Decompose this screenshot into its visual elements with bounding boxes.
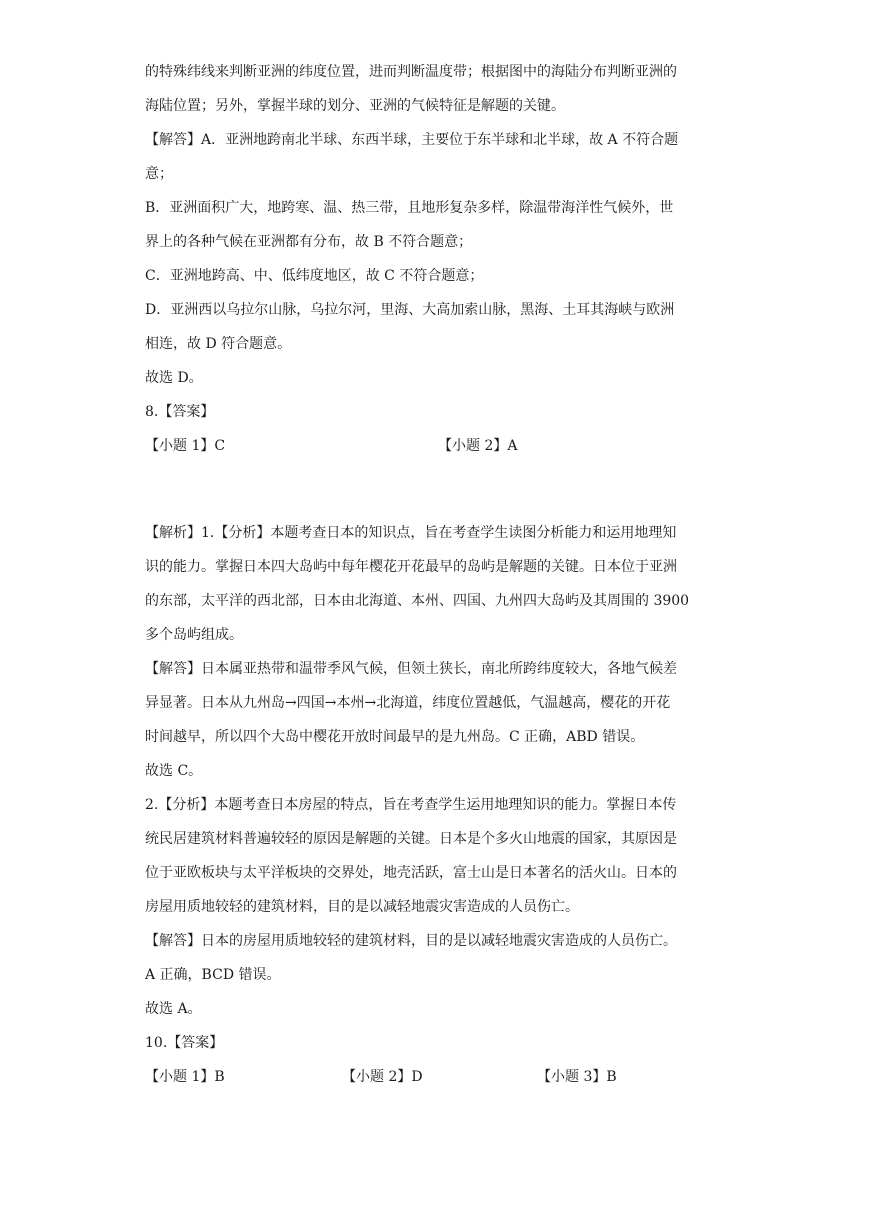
text-line: 故选 A。 (145, 1001, 202, 1017)
text-line: 【解答】日本的房屋用质地较轻的建筑材料，目的是以减轻地震灾害造成的人员伤亡。 (145, 933, 677, 949)
text-line: 位于亚欧板块与太平洋板块的交界处，地壳活跃，富士山是日本著名的活火山。日本的 (145, 865, 677, 881)
text-line: 界上的各种气候在亚洲都有分布，故 B 不符合题意； (145, 234, 473, 250)
text-line: 时间越早，所以四个大岛中樱花开放时间最早的是九州岛。C 正确，ABD 错误。 (145, 729, 645, 745)
q10-answers-row (145, 1067, 730, 1087)
text-line: 的东部，太平洋的西北部，日本由北海道、本州、四国、九州四大岛屿及其周围的 3900 (145, 593, 690, 609)
text-line: D．亚洲西以乌拉尔山脉，乌拉尔河，里海、大高加索山脉，黑海、土耳其海峡与欧洲 (145, 302, 675, 318)
text-line: 海陆位置；另外，掌握半球的划分、亚洲的气候特征是解题的关键。 (145, 98, 565, 114)
q8-analysis-block (145, 523, 730, 1019)
text-line: 【解析】1.【分析】本题考查日本的知识点，旨在考查学生读图分析能力和运用地理知 (145, 525, 677, 541)
q10-sub2-answer: 【小题 2】D (342, 1069, 423, 1085)
text-line: A 正确，BCD 错误。 (145, 967, 281, 983)
document-page (145, 62, 730, 1087)
spacer (145, 456, 730, 523)
q8-sub2-answer: 【小题 2】A (438, 438, 518, 454)
text-line: B．亚洲面积广大，地跨寒、温、热三带，且地形复杂多样，除温带海洋性气候外，世 (145, 200, 674, 216)
text-line: 异显著。日本从九州岛→四国→本州→北海道，纬度位置越低，气温越高，樱花的开花 (145, 695, 671, 711)
text-line: 识的能力。掌握日本四大岛屿中每年樱花开花最早的岛屿是解题的关键。日本位于亚洲 (145, 559, 677, 575)
text-line: 故选 D。 (145, 370, 203, 386)
text-line: 统民居建筑材料普遍较轻的原因是解题的关键。日本是个多火山地震的国家，其原因是 (145, 831, 677, 847)
q10-sub3-answer: 【小题 3】B (537, 1069, 617, 1085)
q10-heading: 10.【答案】 (145, 1035, 224, 1051)
text-line: 相连，故 D 符合题意。 (145, 336, 292, 352)
text-line: 多个岛屿组成。 (145, 627, 243, 643)
text-line: 房屋用质地较轻的建筑材料，目的是以减轻地震灾害造成的人员伤亡。 (145, 899, 579, 915)
q8-sub1-answer: 【小题 1】C (145, 438, 226, 454)
q7-analysis-block (145, 62, 730, 388)
text-line: 【解答】A．亚洲地跨南北半球、东西半球，主要位于东半球和北半球，故 A 不符合题 (145, 132, 679, 148)
text-line: 2.【分析】本题考查日本房屋的特点，旨在考查学生运用地理知识的能力。掌握日本传 (145, 797, 677, 813)
text-line: 【解答】日本属亚热带和温带季风气候，但领土狭长，南北所跨纬度较大，各地气候差 (145, 661, 677, 677)
text-line: C．亚洲地跨高、中、低纬度地区，故 C 不符合题意； (145, 268, 484, 284)
q8-answers-row (145, 436, 730, 456)
text-line: 故选 C。 (145, 763, 203, 779)
q10-sub1-answer: 【小题 1】B (145, 1069, 225, 1085)
text-line: 意； (145, 166, 173, 182)
text-line: 的特殊纬线来判断亚洲的纬度位置，进而判断温度带；根据图中的海陆分布判断亚洲的 (145, 64, 677, 80)
q8-heading: 8.【答案】 (145, 404, 215, 420)
